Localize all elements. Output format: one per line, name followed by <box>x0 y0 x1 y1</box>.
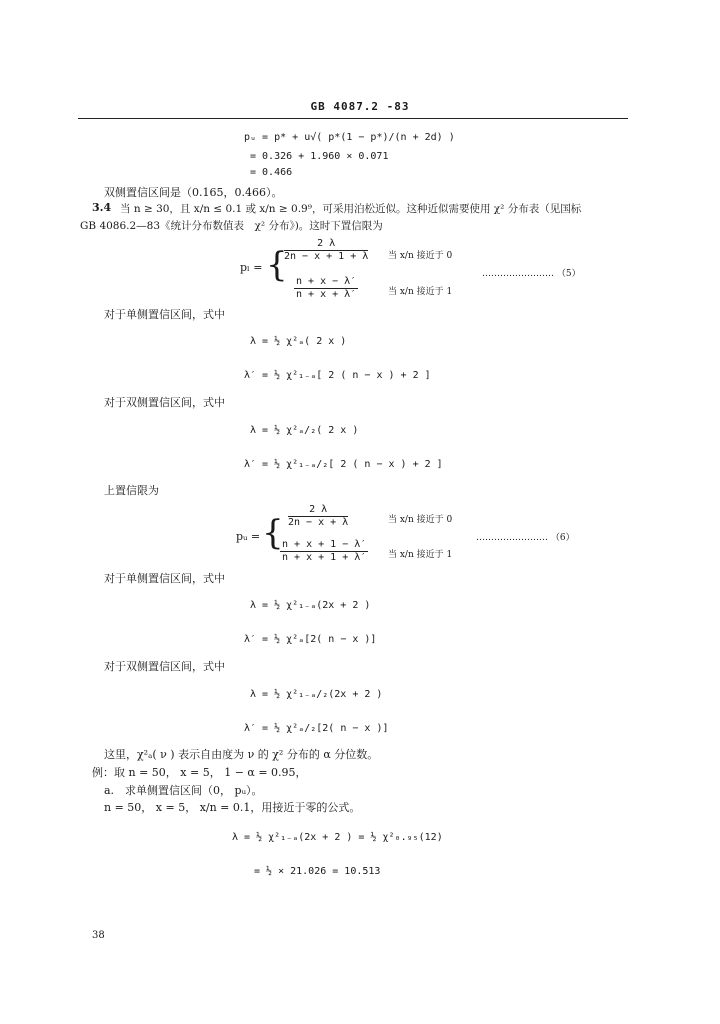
eq-pu-line1: pᵤ = p* + u√( p*(1 − p*)/(n + 2d) ) <box>244 132 455 143</box>
eq6-bot-den: n + x + 1 + λ′ <box>282 552 367 563</box>
single-side-text-1: 对于单侧置信区间，式中 <box>104 308 225 321</box>
eq6-top-num: 2 λ <box>288 505 348 517</box>
double-side-text-1: 对于双侧置信区间，式中 <box>104 396 225 409</box>
eq5-bot-den: n + x + λ′ <box>296 289 357 300</box>
eq-upper-lambda-prime-1: λ′ = ½ χ²ₐ[2( n − x )] <box>244 634 377 645</box>
eq5-bottom-fraction <box>294 277 358 300</box>
eq6-top-cond: 当 x/n 接近于 0 <box>388 515 453 525</box>
eq6-tag: …………………… （6） <box>476 533 575 543</box>
double-side-text-2: 对于双侧置信区间，式中 <box>104 660 225 673</box>
eq5-top-fraction <box>284 239 368 262</box>
eq5-brace: { <box>266 245 288 285</box>
eq5-tag: …………………… （5） <box>482 269 581 279</box>
page-number: 38 <box>92 930 105 941</box>
eq5-top-den: 2n − x + 1 + λ <box>284 251 369 262</box>
eq5-top-num: 2 λ <box>284 239 368 251</box>
eq5-bot-cond: 当 x/n 接近于 1 <box>388 287 453 297</box>
interval-result: 双侧置信区间是（0.165，0.466）。 <box>104 186 283 199</box>
example-intro: 例：取 n = 50， x = 5， 1 − α = 0.95， <box>92 766 307 779</box>
eq5-lhs: pₗ = <box>240 261 263 274</box>
eq-upper-lambda-prime-2: λ′ = ½ χ²ₐ/₂[2( n − x )] <box>244 723 389 734</box>
eq-pu-line2: = 0.326 + 1.960 × 0.071 <box>250 151 389 162</box>
upper-limit-intro: 上置信限为 <box>104 484 159 497</box>
eq-upper-lambda-2: λ = ½ χ²₁₋ₐ/₂(2x + 2 ) <box>250 689 383 700</box>
eq-pu-line3: = 0.466 <box>250 167 293 178</box>
example-eq-lambda: λ = ½ χ²₁₋ₐ(2x + 2 ) = ½ χ²₀.₉₅(12) <box>232 832 443 843</box>
example-item-a: a. 求单侧置信区间（0， pᵤ）。 <box>104 784 263 797</box>
section-34-line1: 当 n ≥ 30，且 x/n ≤ 0.1 或 x/n ≥ 0.9⁹，可采用泊松近似。这种近似需要使用 χ² 分布表（见国标 <box>120 203 582 215</box>
eq6-bot-num: n + x + 1 − λ′ <box>282 539 367 550</box>
eq6-bot-cond: 当 x/n 接近于 1 <box>388 550 453 560</box>
eq-lower-lambda-1: λ = ½ χ²ₐ( 2 x ) <box>250 336 347 347</box>
eq-lower-lambda-prime-2: λ′ = ½ χ²₁₋ₐ/₂[ 2 ( n − x ) + 2 ] <box>244 459 443 470</box>
example-item-a-condition: n = 50， x = 5， x/n = 0.1，用接近于零的公式。 <box>104 801 361 814</box>
eq5-top-cond: 当 x/n 接近于 0 <box>388 251 453 261</box>
eq6-top-fraction <box>288 505 348 528</box>
example-eq-result: = ½ × 21.026 = 10.513 <box>254 866 381 877</box>
section-34-line2: GB 4086.2—83《统计分布数值表 χ² 分布》)。这时下置信限为 <box>80 220 383 232</box>
eq6-brace: { <box>262 513 284 553</box>
single-side-text-2: 对于单侧置信区间，式中 <box>104 572 225 585</box>
eq6-lhs: pᵤ = <box>236 530 261 543</box>
eq5-bot-num: n + x − λ′ <box>296 276 357 287</box>
header-rule <box>78 118 628 119</box>
eq-upper-lambda-1: λ = ½ χ²₁₋ₐ(2x + 2 ) <box>250 600 371 611</box>
eq6-bottom-fraction <box>280 540 368 563</box>
page-header: GB 4087.2 -83 <box>310 100 410 113</box>
eq6-top-den: 2n − x + λ <box>288 517 349 528</box>
chi-square-note: 这里，χ²ₐ( ν ) 表示自由度为 ν 的 χ² 分布的 α 分位数。 <box>104 748 379 761</box>
section-number: 3.4 <box>92 201 112 214</box>
eq-lower-lambda-2: λ = ½ χ²ₐ/₂( 2 x ) <box>250 425 359 436</box>
eq-lower-lambda-prime-1: λ′ = ½ χ²₁₋ₐ[ 2 ( n − x ) + 2 ] <box>244 370 431 381</box>
